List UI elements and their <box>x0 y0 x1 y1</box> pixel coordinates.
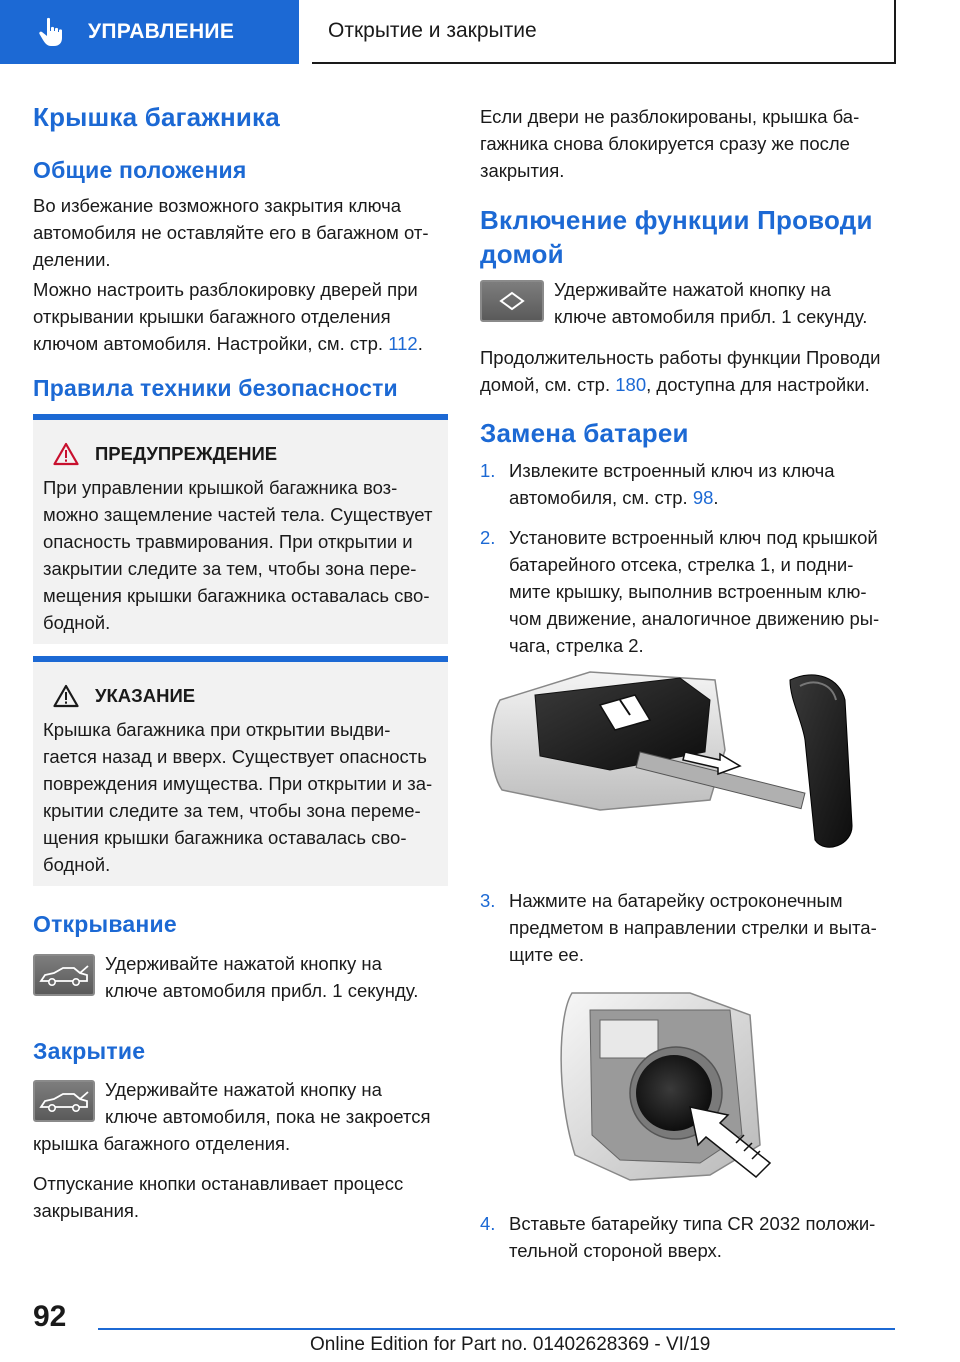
headlight-button-icon <box>480 280 544 322</box>
edition-info: Online Edition for Part no. 01402628369 - VI/19 <box>310 1334 711 1355</box>
heading-general: Общие положения <box>33 157 247 183</box>
step-2: 2. Установите встроенный ключ под крышкой батарейного отсека, стрелка 1, и подни- мите крышку, выполнив встроенным клю- чом движение, аналогичное движению ры- чага, стрелка 2. <box>480 527 880 656</box>
battery-step-4 <box>480 1210 895 1264</box>
opening-instruction: Удерживайте нажатой кнопку на ключе автомобиля прибл. 1 секунду. <box>33 950 448 1004</box>
page-link-112[interactable]: 112 <box>388 333 418 354</box>
section-label: УПРАВЛЕНИЕ <box>88 20 235 43</box>
heading-closing: Закрытие <box>33 1038 146 1064</box>
closing-instruction: Удерживайте нажатой кнопку на ключе автомобиля, пока не закроется <box>33 1076 448 1130</box>
heading-safety: Правила техники безопасности <box>33 375 398 401</box>
page-number: 92 <box>33 1300 67 1333</box>
hand-pointer-icon <box>38 17 66 47</box>
step-3: 3. Нажмите на батарейку остроконечным предметом в направлении стрелки и выта- щите ее. <box>480 890 877 965</box>
battery-removal-illustration <box>480 985 895 1185</box>
intro-paragraph: Если двери не разблокированы, крышка ба- гажника снова блокируется сразу же после закрытия. <box>480 106 860 181</box>
notice-box <box>33 656 448 886</box>
closing-line-3: крышка багажного отделения. <box>33 1133 291 1154</box>
page-title: Крышка багажника <box>33 102 280 132</box>
trunk-close-button-icon <box>33 1080 95 1122</box>
page-link-98[interactable]: 98 <box>692 487 714 508</box>
battery-steps-1-2 <box>480 457 895 659</box>
chapter-title: Открытие и закрытие <box>312 0 896 64</box>
notice-triangle-icon <box>53 684 79 708</box>
step-4: 4. Вставьте батарейку типа CR 2032 положи- тельной стороной вверх. <box>480 1213 876 1261</box>
trunk-open-button-icon <box>33 954 95 996</box>
warning-box <box>33 414 448 644</box>
heading-opening: Открывание <box>33 911 177 937</box>
step-1: 1. Извлеките встроенный ключ из ключа автомобиля, см. стр. 98. <box>480 460 835 508</box>
heading-battery: Замена батареи <box>480 418 689 448</box>
warning-text: При управлении крышкой багажника воз- можно защемление частей тела. Существует опасность травмирования. При открытии и закрытии следите за тем, чтобы зона пере- мещения крышки багажника оставалась сво- бодной. <box>43 477 433 633</box>
key-cover-illustration <box>480 660 895 860</box>
page-link-180[interactable]: 180 <box>615 374 647 395</box>
notice-title: УКАЗАНИЕ <box>95 685 196 706</box>
footer-divider <box>98 1328 895 1330</box>
battery-step-3 <box>480 887 895 968</box>
general-paragraph-1: Во избежание возможного закрытия ключа автомобиля не оставляйте его в багажном от- делении. <box>33 195 429 270</box>
general-paragraph-2: Можно настроить разблокировку дверей при открывании крышки багажного отделения ключом автомобиля. Настройки, см. стр. 112. <box>33 279 423 354</box>
notice-text: Крышка багажника при открытии выдви- гается назад и вверх. Существует опасность повреждения имущества. При открытии и за- крытии следите за тем, чтобы зона переме- щения крышки багажника оставалась сво- бодной. <box>43 719 433 875</box>
heading-follow-me-home: Включение функции Проводи домой <box>480 205 873 269</box>
section-tab[interactable] <box>0 0 299 64</box>
closing-paragraph-2: Отпускание кнопки останавливает процесс закрывания. <box>33 1173 404 1221</box>
warning-triangle-icon <box>53 442 79 466</box>
warning-title: ПРЕДУПРЕЖДЕНИЕ <box>95 443 278 464</box>
follow-me-paragraph: Продолжительность работы функции Проводи домой, см. стр. 180, доступна для настройки. <box>480 347 881 395</box>
follow-me-instruction: Удерживайте нажатой кнопку на ключе автомобиля прибл. 1 секунду. <box>480 276 895 330</box>
